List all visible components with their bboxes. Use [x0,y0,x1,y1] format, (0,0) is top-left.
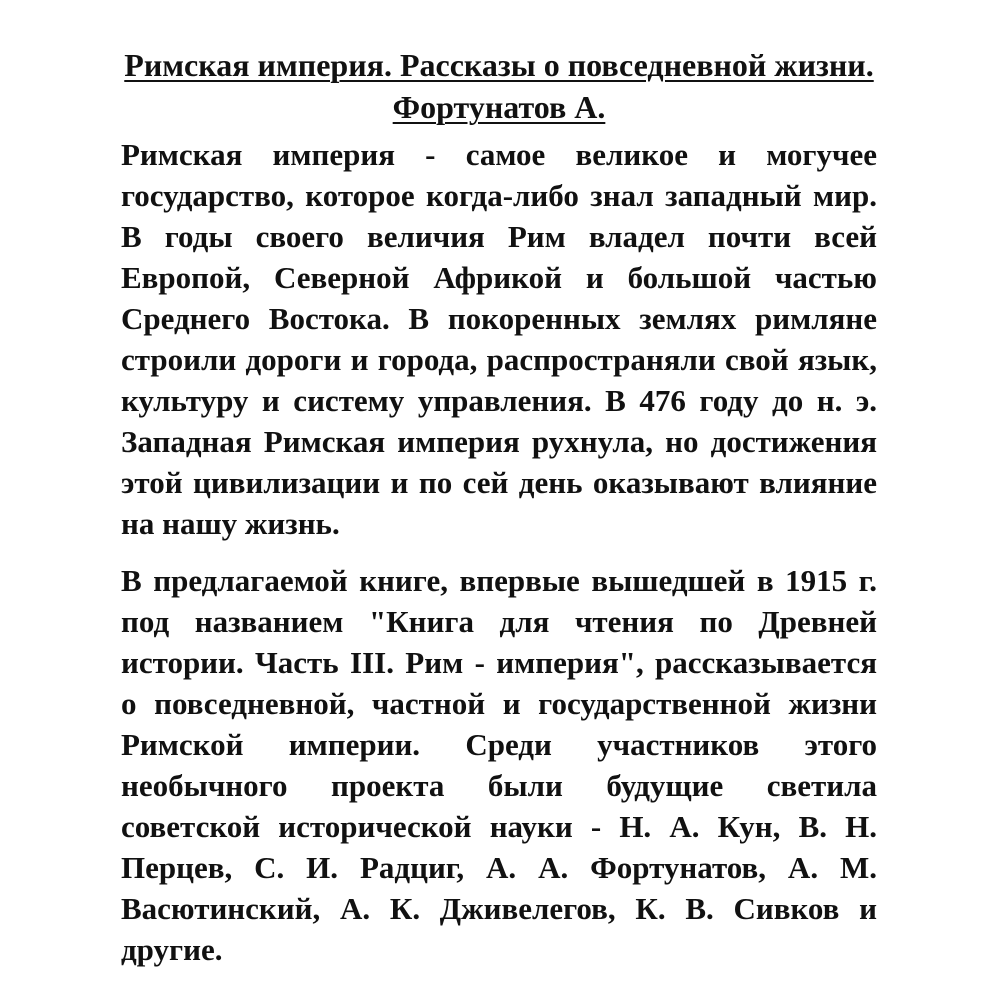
document-title: Римская империя. Рассказы о повседневной жизни. Фортунатов А. [124,47,874,125]
paragraph-intro: Римская империя - самое великое и могучее государство, которое когда-либо знал западный мир. В годы своего величия Рим владел почти всей Европой, Северной Африкой и большой частью Среднего Востока. В покоренных землях римляне строили дороги и города, распространяли свой язык, культуру и систему управления. В 476 году до н. э. Западная Римская империя рухнула, но достижения этой цивилизации и по сей день оказывают влияние на нашу жизнь. [121,137,877,541]
paragraph-book-description: В предлагаемой книге, впервые вышедшей в 1915 г. под названием "Книга для чтения по Древней истории. Часть III. Рим - империя", рассказывается о повседневной, частной и государственной жизни Римской империи. Среди участников этого необычного проекта были будущие светила советской исторической науки - Н. А. Кун, В. Н. Перцев, С. И. Радциг, А. А. Фортунатов, А. М. Васютинский, А. К. Дживелегов, К. В. Сивков и другие. [121,563,877,967]
